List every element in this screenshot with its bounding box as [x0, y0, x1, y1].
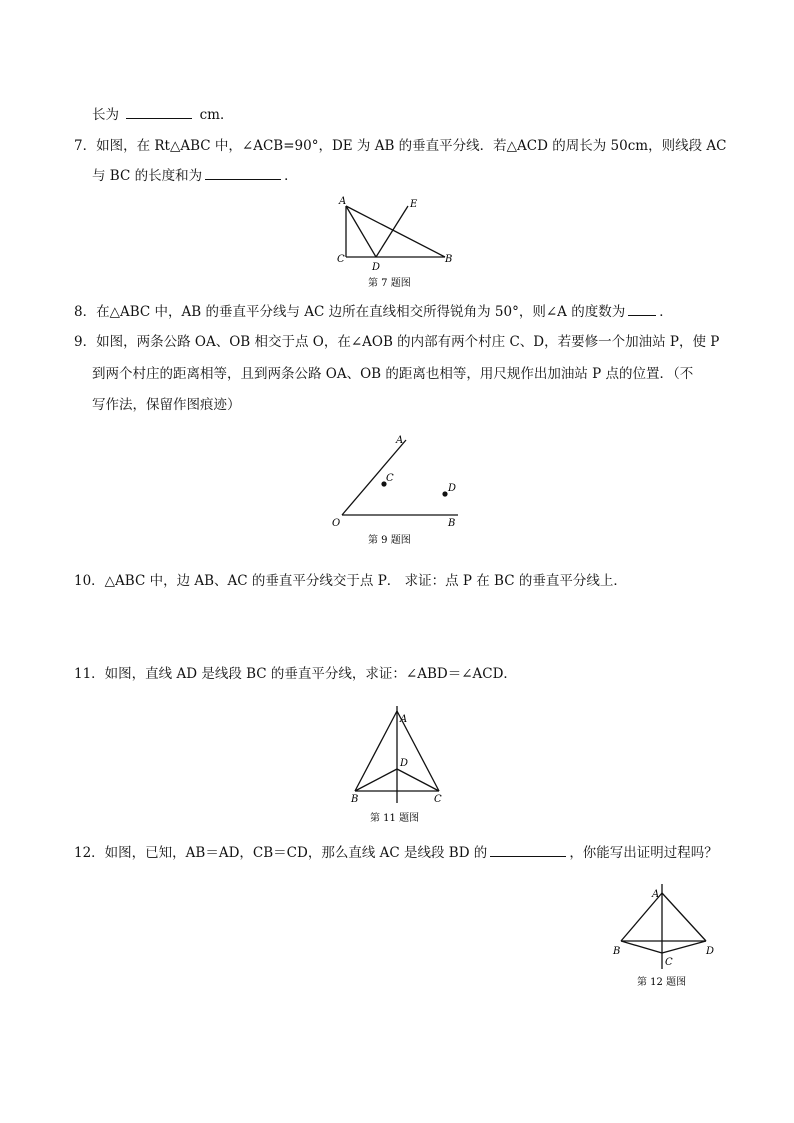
- q8-answer-blank[interactable]: [628, 301, 656, 316]
- q9-line1: 9．如图，两条公路 OA、OB 相交于点 O，在∠AOB 的内部有两个村庄 C、D，若要修一个加油站 P，使 P: [74, 334, 720, 350]
- q6-suffix: cm．: [199, 107, 234, 123]
- q8-suffix: ．: [659, 304, 673, 320]
- q11-label-a: A: [400, 714, 408, 725]
- q7-label-a: A: [339, 196, 347, 207]
- q9-label-c: C: [386, 473, 394, 484]
- q7-label-c: C: [337, 254, 345, 265]
- q12-caption: 第 12 题图: [637, 977, 687, 988]
- q9-label-d: D: [448, 483, 457, 494]
- q6-answer-blank[interactable]: [126, 104, 192, 119]
- q9-line3: 写作法，保留作图痕迹）: [92, 397, 241, 413]
- q6-prefix: 长为: [92, 107, 119, 123]
- q10-text: 10．△ABC 中，边 AB、AC 的垂直平分线交于点 P． 求证：点 P 在 BC 的垂直平分线上．: [74, 573, 627, 589]
- q8-line: [74, 301, 673, 322]
- q12-prefix: 12．如图，已知，AB＝AD，CB＝CD，那么直线 AC 是线段 BD 的: [74, 845, 488, 861]
- q12-line: [74, 842, 718, 863]
- q12-label-a: A: [652, 889, 660, 900]
- q9-caption: 第 9 题图: [368, 535, 411, 546]
- q7-line2: [92, 165, 298, 186]
- q12-label-d: D: [706, 946, 715, 957]
- q7-line2-suffix: ．: [284, 168, 298, 184]
- q9-figure: [328, 428, 468, 550]
- q9-line2: 到两个村庄的距离相等，且到两条公路 OA、OB 的距离也相等，用尺规作出加油站 P 点的位置．（不: [92, 366, 694, 382]
- q12-label-b: B: [613, 946, 621, 957]
- q9-label-o: O: [332, 518, 341, 529]
- q7-label-d: D: [372, 262, 381, 273]
- q12-figure: [606, 881, 720, 991]
- q7-label-e: E: [410, 199, 418, 210]
- q7-answer-blank[interactable]: [205, 165, 281, 180]
- q7-caption: 第 7 题图: [368, 278, 411, 289]
- q12-label-c: C: [665, 957, 673, 968]
- q11-label-d: D: [400, 758, 409, 769]
- q7-figure: [330, 193, 460, 295]
- q7-label-b: B: [445, 254, 453, 265]
- q12-suffix: ，你能写出证明过程吗？: [569, 845, 718, 861]
- q8-text: 8．在△ABC 中，AB 的垂直平分线与 AC 边所在直线相交所得锐角为 50°，则∠A 的度数为: [74, 304, 626, 320]
- q9-label-a: A: [396, 435, 404, 446]
- q11-caption: 第 11 题图: [370, 813, 420, 824]
- q7-line1: 7．如图，在 Rt△ABC 中，∠ACB=90°，DE 为 AB 的垂直平分线．若△ACD 的周长为 50cm，则线段 AC: [74, 138, 727, 154]
- q12-answer-blank[interactable]: [490, 842, 566, 857]
- q7-line2-prefix: 与 BC 的长度和为: [92, 168, 203, 184]
- q11-label-c: C: [434, 794, 442, 805]
- q11-text: 11．如图，直线 AD 是线段 BC 的垂直平分线，求证：∠ABD＝∠ACD．: [74, 666, 517, 682]
- q9-label-b: B: [448, 518, 456, 529]
- q6-answer-line: [92, 104, 233, 125]
- q11-figure: [345, 703, 455, 828]
- q11-label-b: B: [351, 794, 359, 805]
